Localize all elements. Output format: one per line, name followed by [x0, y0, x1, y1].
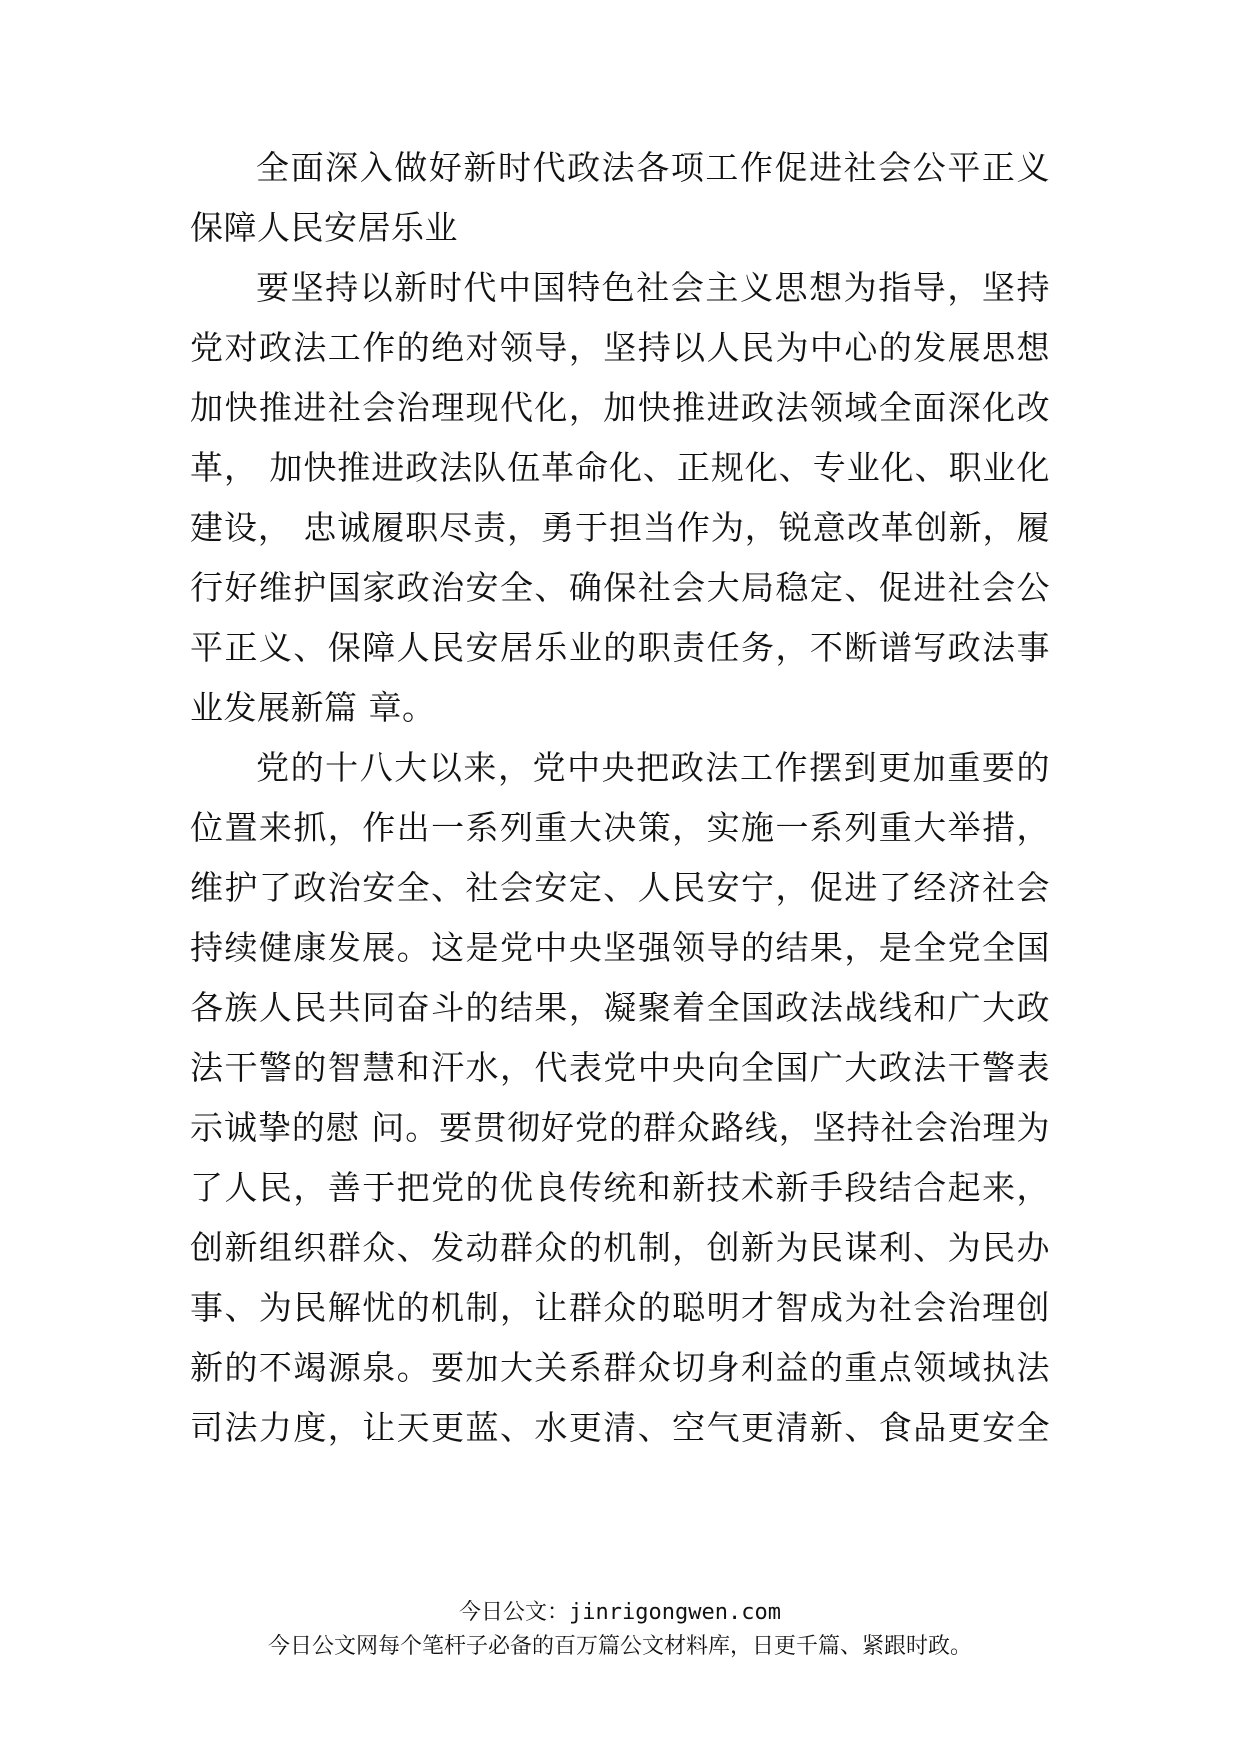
paragraph-1-line: 党对政法工作的绝对领导，坚持以人民为中心的发展思想	[190, 328, 1050, 367]
footer-site-label: 今日公文：	[459, 1600, 570, 1625]
paragraph-1-line: 要坚持以新时代中国特色社会主义思想为指导，坚持	[256, 268, 1050, 307]
paragraph-2-line: 党的十八大以来，党中央把政法工作摆到更加重要的	[256, 748, 1050, 787]
paragraph-2-line: 维护了政治安全、社会安定、人民安宁，促进了经济社会	[190, 868, 1050, 907]
paragraph-1-line: 行好维护国家政治安全、确保社会大局稳定、促进社会公	[190, 568, 1050, 607]
paragraph-1-line: 业发展新篇 章。	[190, 688, 436, 727]
paragraph-2-line: 各族人民共同奋斗的结果，凝聚着全国政法战线和广大政	[190, 988, 1050, 1027]
paragraph-1-line: 建设， 忠诚履职尽责，勇于担当作为，锐意改革创新，履	[190, 508, 1050, 547]
paragraph-2-line: 新的不竭源泉。要加大关系群众切身利益的重点领域执法	[190, 1348, 1050, 1387]
paragraph-2-line: 了人民，善于把党的优良传统和新技术新手段结合起来，	[190, 1168, 1050, 1207]
document-title-line-2: 保障人民安居乐业	[190, 208, 458, 247]
footer-slogan: 今日公文网每个笔杆子必备的百万篇公文材料库，日更千篇、紧跟时政。	[267, 1634, 972, 1659]
paragraph-2-line: 事、为民解忧的机制，让群众的聪明才智成为社会治理创	[190, 1288, 1050, 1327]
paragraph-2-line: 持续健康发展。这是党中央坚强领导的结果，是全党全国	[190, 928, 1050, 967]
paragraph-1-line: 平正义、保障人民安居乐业的职责任务，不断谱写政法事	[190, 628, 1050, 667]
paragraph-2-line: 位置来抓，作出一系列重大决策，实施一系列重大举措，	[190, 808, 1050, 847]
paragraph-2-line: 司法力度，让天更蓝、水更清、空气更清新、食品更安全	[190, 1408, 1050, 1447]
paragraph-2-line: 创新组织群众、发动群众的机制，创新为民谋利、为民办	[190, 1228, 1050, 1267]
document-title-line-1: 全面深入做好新时代政法各项工作促进社会公平正义	[256, 148, 1050, 187]
paragraph-2-line: 示诚挚的慰 问。要贯彻好党的群众路线，坚持社会治理为	[190, 1108, 1050, 1147]
paragraph-1-line: 革， 加快推进政法队伍革命化、正规化、专业化、职业化	[190, 448, 1050, 487]
paragraph-1-line: 加快推进社会治理现代化，加快推进政法领域全面深化改	[190, 388, 1050, 427]
footer-site	[0, 1598, 1240, 1628]
footer-site-link[interactable]: jinrigongwen.com	[569, 1600, 781, 1625]
paragraph-2-line: 法干警的智慧和汗水，代表党中央向全国广大政法干警表	[190, 1048, 1050, 1087]
